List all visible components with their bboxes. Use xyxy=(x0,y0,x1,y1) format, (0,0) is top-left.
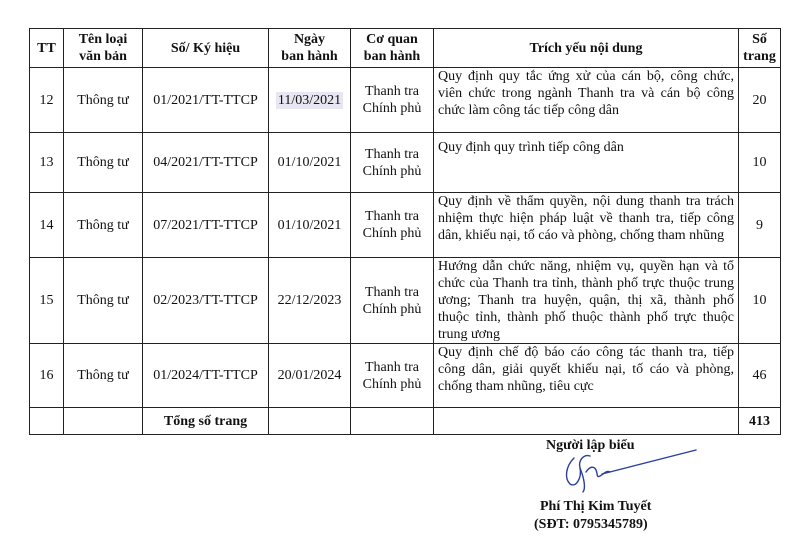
cell-pages: 10 xyxy=(739,133,781,193)
header-pages: Số trang xyxy=(739,29,781,68)
cell-tt: 13 xyxy=(30,133,64,193)
cell-code: 01/2024/TT-TTCP xyxy=(143,344,269,408)
document-table xyxy=(29,28,781,435)
cell-type: Thông tư xyxy=(64,68,143,133)
cell-agency: Thanh tra Chính phủ xyxy=(351,258,434,344)
highlighted-date: 11/03/2021 xyxy=(277,92,342,108)
cell-type: Thông tư xyxy=(64,133,143,193)
cell-date: 01/10/2021 xyxy=(269,133,351,193)
table-row xyxy=(30,133,781,193)
signer-name: Phí Thị Kim Tuyết xyxy=(540,499,652,514)
cell-tt: 12 xyxy=(30,68,64,133)
table-row xyxy=(30,344,781,408)
cell-type: Thông tư xyxy=(64,344,143,408)
total-row xyxy=(30,408,781,435)
cell-code: 07/2021/TT-TTCP xyxy=(143,193,269,258)
header-date: Ngày ban hành xyxy=(269,29,351,68)
cell-summary: Quy định quy tắc ứng xử của cán bộ, công chức, viên chức trong ngành Thanh tra và cán bộ công chức làm công tác tiếp công dân xyxy=(434,68,739,133)
cell-agency: Thanh tra Chính phủ xyxy=(351,133,434,193)
cell-pages: 20 xyxy=(739,68,781,133)
cell-code: 04/2021/TT-TTCP xyxy=(143,133,269,193)
total-pages: 413 xyxy=(739,408,781,435)
cell-tt: 16 xyxy=(30,344,64,408)
cell-code: 02/2023/TT-TTCP xyxy=(143,258,269,344)
table-row xyxy=(30,193,781,258)
cell-pages: 46 xyxy=(739,344,781,408)
header-code: Số/ Ký hiệu xyxy=(143,29,269,68)
total-label: Tổng số trang xyxy=(143,408,269,435)
header-tt: TT xyxy=(30,29,64,68)
cell-tt: 15 xyxy=(30,258,64,344)
cell-agency: Thanh tra Chính phủ xyxy=(351,193,434,258)
cell-tt: 14 xyxy=(30,193,64,258)
cell-type: Thông tư xyxy=(64,258,143,344)
table-row xyxy=(30,258,781,344)
cell-empty xyxy=(64,408,143,435)
cell-type: Thông tư xyxy=(64,193,143,258)
cell-summary: Quy định về thẩm quyền, nội dung thanh tra trách nhiệm thực hiện pháp luật về thanh tra, tiếp công dân, khiếu nại, tố cáo và phòng, chống tham nhũng xyxy=(434,193,739,258)
cell-date: 01/10/2021 xyxy=(269,193,351,258)
cell-pages: 10 xyxy=(739,258,781,344)
cell-code: 01/2021/TT-TTCP xyxy=(143,68,269,133)
header-type: Tên loại văn bản xyxy=(64,29,143,68)
cell-date: 22/12/2023 xyxy=(269,258,351,344)
signer-phone: (SĐT: 0795345789) xyxy=(534,517,648,532)
header-summary: Trích yếu nội dung xyxy=(434,29,739,68)
cell-summary: Quy định chế độ báo cáo công tác thanh tra, tiếp công dân, giải quyết khiếu nại, tố cáo và phòng, chống tham nhũng, tiêu cực xyxy=(434,344,739,408)
table-row xyxy=(30,68,781,133)
cell-empty xyxy=(351,408,434,435)
cell-summary: Quy định quy trình tiếp công dân xyxy=(434,133,739,193)
cell-agency: Thanh tra Chính phủ xyxy=(351,344,434,408)
cell-empty xyxy=(434,408,739,435)
header-row xyxy=(30,29,781,68)
header-agency: Cơ quan ban hành xyxy=(351,29,434,68)
cell-empty xyxy=(30,408,64,435)
cell-empty xyxy=(269,408,351,435)
creator-label: Người lập biểu xyxy=(546,438,635,453)
cell-pages: 9 xyxy=(739,193,781,258)
cell-agency: Thanh tra Chính phủ xyxy=(351,68,434,133)
cell-date xyxy=(269,68,351,133)
handwritten-signature xyxy=(556,448,706,499)
cell-summary: Hướng dẫn chức năng, nhiệm vụ, quyền hạn và tổ chức của Thanh tra tỉnh, thành phố trực thuộc trung ương; Thanh tra huyện, quận, thị xã, thành phố thuộc tỉnh, thành phố thuộc thành phố trực thuộc trung ương xyxy=(434,258,739,344)
cell-date: 20/01/2024 xyxy=(269,344,351,408)
